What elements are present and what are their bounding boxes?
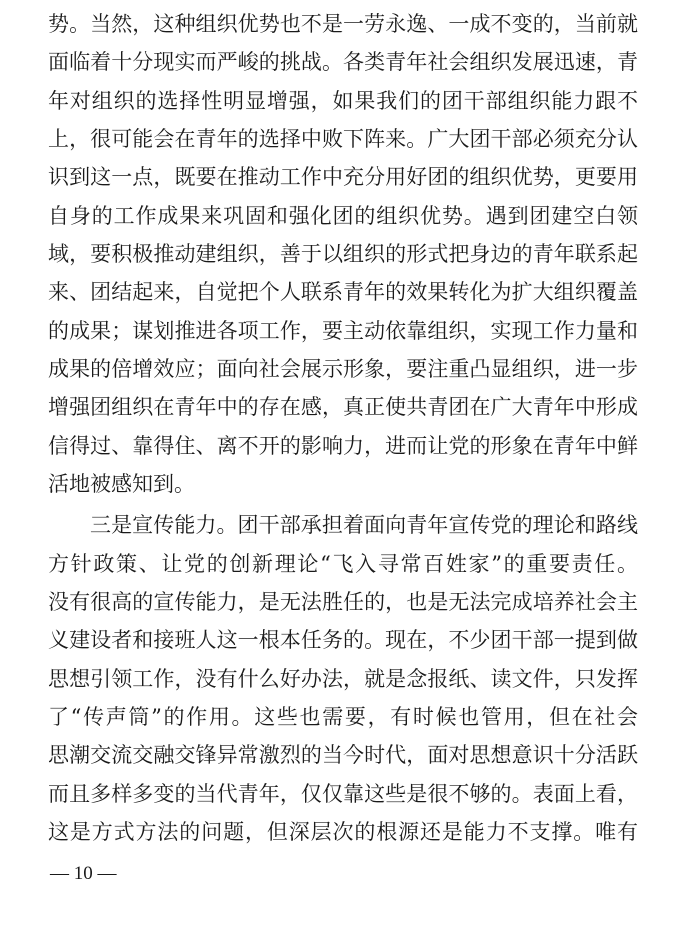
body-text-line: 方针政策、让党的创新理论“飞入寻常百姓家”的重要责任。 xyxy=(48,552,638,576)
body-text-line: 增强团组织在青年中的存在感，真正使共青团在广大青年中形成 xyxy=(48,395,638,419)
body-text-line: 没有很高的宣传能力，是无法胜任的，也是无法完成培养社会主 xyxy=(48,590,638,614)
body-text-line: 这是方式方法的问题，但深层次的根源还是能力不支撑。唯有 xyxy=(48,820,638,844)
body-text-line: 上，很可能会在青年的选择中败下阵来。广大团干部必须充分认 xyxy=(48,127,638,151)
body-text-line: 的成果；谋划推进各项工作，要主动依靠组织，实现工作力量和 xyxy=(48,319,638,343)
body-text-line: 自身的工作成果来巩固和强化团的组织优势。遇到团建空白领 xyxy=(48,204,638,228)
body-text-line: 思想引领工作，没有什么好办法，就是念报纸、读文件，只发挥 xyxy=(48,667,638,691)
body-text-line: 信得过、靠得住、离不开的影响力，进而让党的形象在青年中鲜 xyxy=(48,434,638,458)
body-text-line: 域，要积极推动建组织，善于以组织的形式把身边的青年联系起 xyxy=(48,242,638,266)
page-number: — 10 — xyxy=(50,863,117,884)
body-text-line: 三是宣传能力。团干部承担着面向青年宣传党的理论和路线 xyxy=(90,513,638,537)
body-text-line: 思潮交流交融交锋异常激烈的当今时代，面对思想意识十分活跃 xyxy=(48,743,638,767)
body-text-line: 成果的倍增效应；面向社会展示形象，要注重凸显组织，进一步 xyxy=(48,357,638,381)
body-text-line: 年对组织的选择性明显增强，如果我们的团干部组织能力跟不 xyxy=(48,89,638,113)
body-text-line: 来、团结起来，自觉把个人联系青年的效果转化为扩大组织覆盖 xyxy=(48,280,638,304)
body-text-line: 面临着十分现实而严峻的挑战。各类青年社会组织发展迅速，青 xyxy=(48,50,638,74)
body-text-line: 而且多样多变的当代青年，仅仅靠这些是很不够的。表面上看， xyxy=(48,782,638,806)
body-text-line: 势。当然，这种组织优势也不是一劳永逸、一成不变的，当前就 xyxy=(48,12,638,36)
body-text-line: 了“传声筒”的作用。这些也需要，有时候也管用，但在社会 xyxy=(48,705,638,729)
body-text-line: 识到这一点，既要在推动工作中充分用好团的组织优势，更要用 xyxy=(48,165,638,189)
body-text-line: 活地被感知到。 xyxy=(48,472,195,496)
body-text-line: 义建设者和接班人这一根本任务的。现在，不少团干部一提到做 xyxy=(48,628,638,652)
